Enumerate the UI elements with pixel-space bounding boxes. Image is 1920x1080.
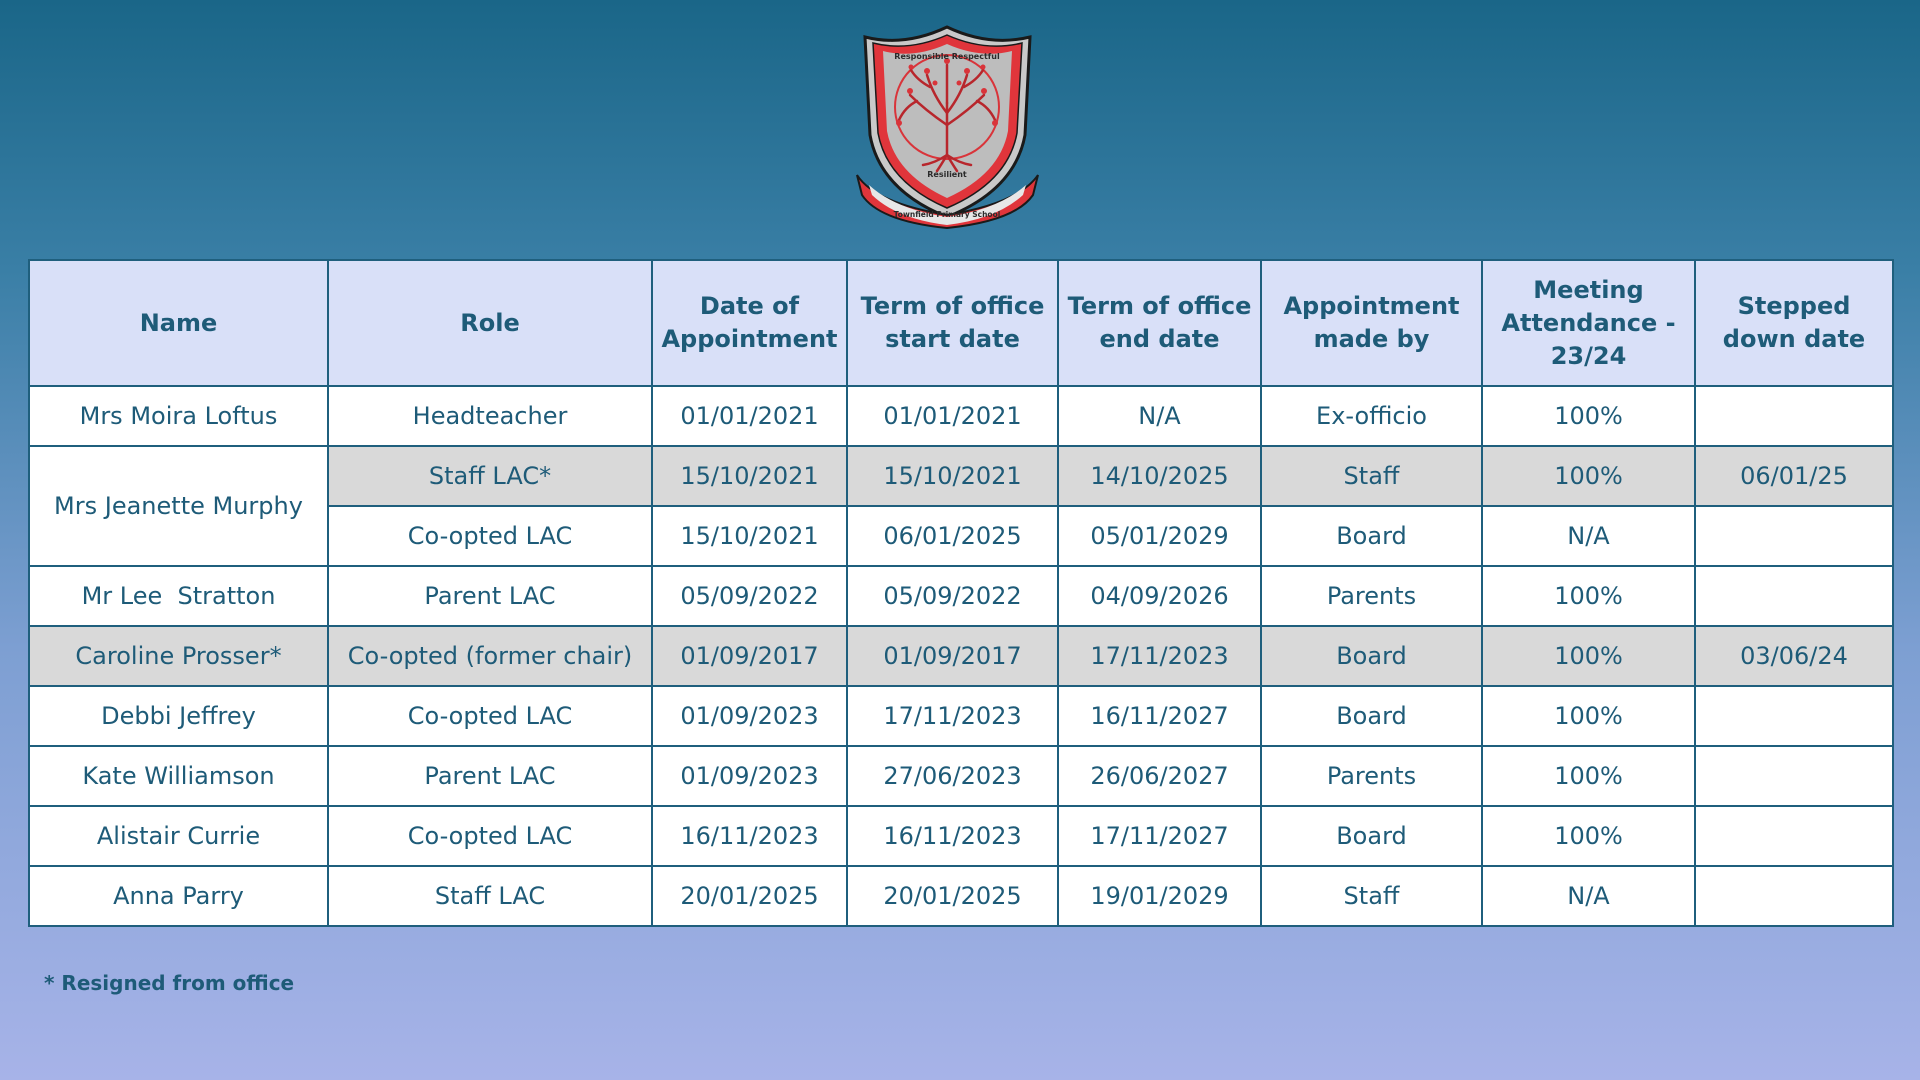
table-row bbox=[29, 746, 1893, 806]
cell-end: 26/06/2027 bbox=[1058, 746, 1261, 806]
cell-role: Parent LAC bbox=[328, 566, 652, 626]
cell-stepped-down bbox=[1695, 566, 1893, 626]
cell-role: Staff LAC* bbox=[328, 446, 652, 506]
table-row bbox=[29, 446, 1893, 506]
cell-made-by: Staff bbox=[1261, 866, 1482, 926]
cell-stepped-down bbox=[1695, 806, 1893, 866]
cell-start: 27/06/2023 bbox=[847, 746, 1058, 806]
cell-stepped-down bbox=[1695, 506, 1893, 566]
cell-start: 01/09/2017 bbox=[847, 626, 1058, 686]
cell-start: 05/09/2022 bbox=[847, 566, 1058, 626]
cell-made-by: Board bbox=[1261, 686, 1482, 746]
header-role: Role bbox=[328, 260, 652, 386]
cell-stepped-down bbox=[1695, 386, 1893, 446]
cell-role: Co-opted LAC bbox=[328, 686, 652, 746]
cell-attendance: 100% bbox=[1482, 686, 1695, 746]
header-row bbox=[29, 260, 1893, 386]
header-term-start: Term of office start date bbox=[847, 260, 1058, 386]
cell-made-by: Board bbox=[1261, 806, 1482, 866]
cell-attendance: 100% bbox=[1482, 386, 1695, 446]
cell-start: 15/10/2021 bbox=[847, 446, 1058, 506]
cell-stepped-down bbox=[1695, 686, 1893, 746]
cell-appointed: 05/09/2022 bbox=[652, 566, 847, 626]
governors-table bbox=[28, 259, 1894, 927]
cell-attendance: 100% bbox=[1482, 566, 1695, 626]
cell-start: 16/11/2023 bbox=[847, 806, 1058, 866]
cell-end: 05/01/2029 bbox=[1058, 506, 1261, 566]
cell-made-by: Staff bbox=[1261, 446, 1482, 506]
header-name: Name bbox=[29, 260, 328, 386]
cell-start: 17/11/2023 bbox=[847, 686, 1058, 746]
cell-attendance: 100% bbox=[1482, 626, 1695, 686]
cell-appointed: 01/09/2023 bbox=[652, 686, 847, 746]
cell-start: 01/01/2021 bbox=[847, 386, 1058, 446]
cell-stepped-down bbox=[1695, 866, 1893, 926]
cell-name: Anna Parry bbox=[29, 866, 328, 926]
cell-name: Caroline Prosser* bbox=[29, 626, 328, 686]
cell-name: Debbi Jeffrey bbox=[29, 686, 328, 746]
cell-made-by: Board bbox=[1261, 626, 1482, 686]
header-term-end: Term of office end date bbox=[1058, 260, 1261, 386]
cell-role: Co-opted LAC bbox=[328, 506, 652, 566]
cell-role: Co-opted LAC bbox=[328, 806, 652, 866]
cell-name: Alistair Currie bbox=[29, 806, 328, 866]
cell-end: N/A bbox=[1058, 386, 1261, 446]
cell-appointed: 01/01/2021 bbox=[652, 386, 847, 446]
cell-end: 16/11/2027 bbox=[1058, 686, 1261, 746]
footnote: * Resigned from office bbox=[44, 971, 295, 995]
cell-start: 20/01/2025 bbox=[847, 866, 1058, 926]
cell-start: 06/01/2025 bbox=[847, 506, 1058, 566]
cell-end: 19/01/2029 bbox=[1058, 866, 1261, 926]
cell-end: 04/09/2026 bbox=[1058, 566, 1261, 626]
cell-end: 17/11/2027 bbox=[1058, 806, 1261, 866]
cell-made-by: Parents bbox=[1261, 566, 1482, 626]
cell-end: 14/10/2025 bbox=[1058, 446, 1261, 506]
crest-school-name: Townfield Primary School bbox=[893, 210, 1001, 219]
cell-name: Mr Lee Stratton bbox=[29, 566, 328, 626]
cell-name: Kate Williamson bbox=[29, 746, 328, 806]
header-date-of-appointment: Date of Appointment bbox=[652, 260, 847, 386]
cell-appointed: 16/11/2023 bbox=[652, 806, 847, 866]
cell-role: Parent LAC bbox=[328, 746, 652, 806]
cell-stepped-down bbox=[1695, 746, 1893, 806]
cell-attendance: 100% bbox=[1482, 446, 1695, 506]
school-crest-logo bbox=[855, 25, 1040, 230]
cell-attendance: 100% bbox=[1482, 746, 1695, 806]
cell-name: Mrs Jeanette Murphy bbox=[29, 446, 328, 566]
cell-made-by: Board bbox=[1261, 506, 1482, 566]
crest-motto-bottom: Resilient bbox=[927, 170, 967, 179]
cell-end: 17/11/2023 bbox=[1058, 626, 1261, 686]
cell-role: Co-opted (former chair) bbox=[328, 626, 652, 686]
cell-attendance: N/A bbox=[1482, 866, 1695, 926]
header-appointment-made-by: Appointment made by bbox=[1261, 260, 1482, 386]
crest-motto-top: Responsible Respectful bbox=[894, 52, 1000, 61]
cell-appointed: 01/09/2017 bbox=[652, 626, 847, 686]
header-stepped-down: Stepped down date bbox=[1695, 260, 1893, 386]
cell-appointed: 01/09/2023 bbox=[652, 746, 847, 806]
cell-appointed: 15/10/2021 bbox=[652, 506, 847, 566]
table-row bbox=[29, 686, 1893, 746]
cell-attendance: 100% bbox=[1482, 806, 1695, 866]
cell-made-by: Parents bbox=[1261, 746, 1482, 806]
cell-stepped-down: 06/01/25 bbox=[1695, 446, 1893, 506]
cell-appointed: 15/10/2021 bbox=[652, 446, 847, 506]
table-row bbox=[29, 866, 1893, 926]
header-meeting-attendance: Meeting Attendance - 23/24 bbox=[1482, 260, 1695, 386]
cell-role: Headteacher bbox=[328, 386, 652, 446]
cell-name: Mrs Moira Loftus bbox=[29, 386, 328, 446]
table-row bbox=[29, 626, 1893, 686]
cell-made-by: Ex-officio bbox=[1261, 386, 1482, 446]
table-row bbox=[29, 386, 1893, 446]
table-row bbox=[29, 566, 1893, 626]
cell-attendance: N/A bbox=[1482, 506, 1695, 566]
cell-role: Staff LAC bbox=[328, 866, 652, 926]
cell-appointed: 20/01/2025 bbox=[652, 866, 847, 926]
cell-stepped-down: 03/06/24 bbox=[1695, 626, 1893, 686]
table-row bbox=[29, 806, 1893, 866]
